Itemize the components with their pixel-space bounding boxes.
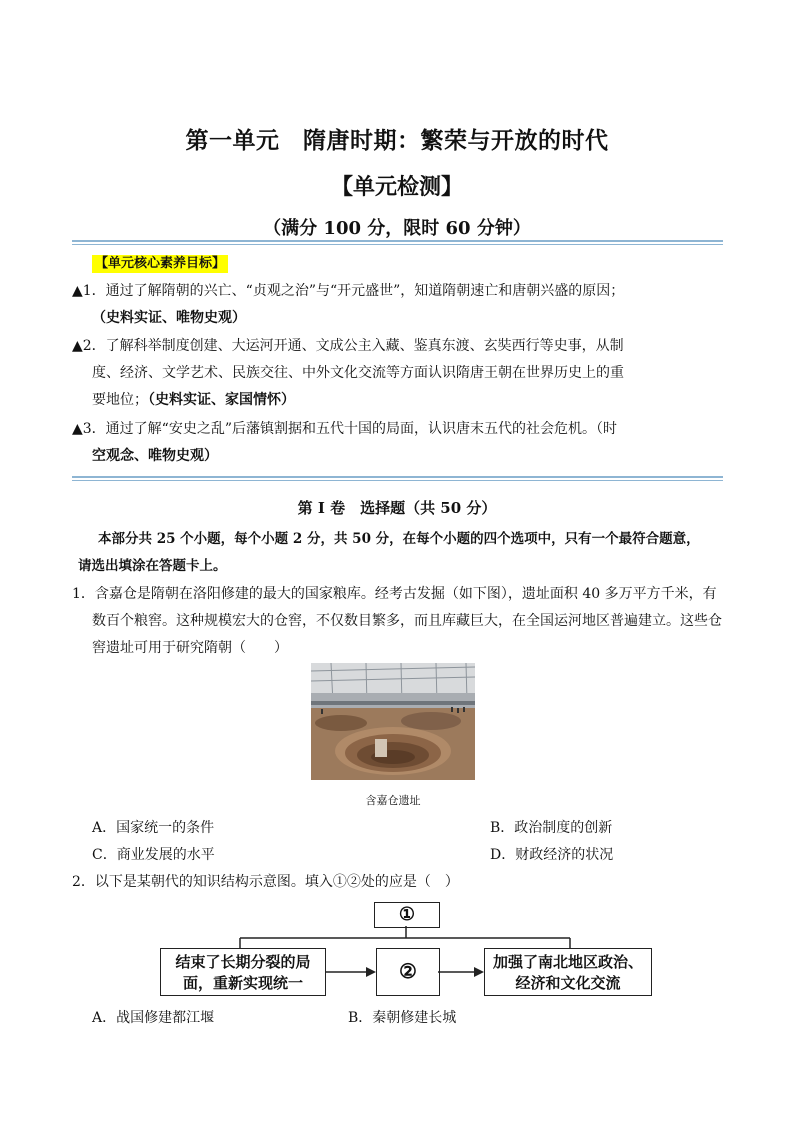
divider-top <box>72 240 723 245</box>
q1-stem-line-2: 数百个粮窖。这种规模宏大的仓窖，不仅数目繁多，而且库藏巨大，在全国运河地区普遍建立。这些仓 <box>92 613 722 629</box>
q1-option-a[interactable]: A．国家统一的条件 <box>92 820 215 836</box>
goal-3-tail: 空观念、唯物史观） <box>92 448 218 464</box>
diagram-box-left-line-2: 面，重新实现统一 <box>182 974 303 992</box>
goals-tag: 【单元核心素养目标】 <box>92 255 228 273</box>
goal-1-line-1: ▲1．通过了解隋朝的兴亡、“贞观之治”与“开元盛世”，知道隋朝速亡和唐朝兴盛的原因； <box>72 283 625 299</box>
page-title: 第一单元 隋唐时期：繁荣与开放的时代 <box>185 127 609 154</box>
goal-2-line-2: 度、经济、文学艺术、民族交往、中外文化交流等方面认识隋唐王朝在世界历史上的重 <box>92 365 624 381</box>
hanjiacang-site-photo <box>311 663 475 780</box>
q1-option-c[interactable]: C．商业发展的水平 <box>92 847 215 863</box>
q1-option-d[interactable]: D．财政经济的状况 <box>490 847 614 863</box>
section-intro-line-2: 请选出填涂在答题卡上。 <box>78 558 227 574</box>
diagram-box-right-line-2: 经济和文化交流 <box>515 974 621 992</box>
section-intro-line-1: 本部分共 25 个小题，每个小题 2 分，共 50 分，在每个小题的四个选项中，只有一个最符合题意， <box>98 531 700 547</box>
goal-1-tail: （史料实证、唯物史观） <box>92 310 246 326</box>
diagram-box-right-line-1: 加强了南北地区政治、 <box>492 953 643 971</box>
page-subtitle: 【单元检测】 <box>330 174 463 200</box>
diagram-box-1: ① <box>374 902 440 928</box>
diagram-box-left-line-1: 结束了长期分裂的局 <box>175 953 311 971</box>
q2-stem: 2．以下是某朝代的知识结构示意图。填入①②处的应是（ ） <box>72 874 459 890</box>
goal-3-line-1: ▲3．通过了解“安史之乱”后藩镇割据和五代十国的局面，认识唐末五代的社会危机。（时 <box>72 421 617 437</box>
goal-2-line-3 <box>92 390 295 410</box>
excavation-illustration <box>311 663 475 780</box>
diagram-box-left <box>160 948 326 996</box>
q2-option-a[interactable]: A．战国修建都江堰 <box>92 1010 215 1026</box>
q1-stem-line-3: 窖遗址可用于研究隋朝（ ） <box>92 640 288 656</box>
diagram-box-2: ② <box>376 948 440 996</box>
goal-2-tail-bold: （史料实证、家国情怀） <box>148 392 295 408</box>
photo-caption: 含嘉仓遗址 <box>365 794 421 807</box>
section-title: 第 I 卷 选择题（共 50 分） <box>297 499 497 517</box>
q2-option-b[interactable]: B．秦朝修建长城 <box>348 1010 457 1026</box>
diagram-box-right <box>484 948 652 996</box>
goal-2-line-1: ▲2．了解科举制度创建、大运河开通、文成公主入藏、鉴真东渡、玄奘西行等史事，从制 <box>72 338 624 354</box>
q1-option-b[interactable]: B．政治制度的创新 <box>490 820 613 836</box>
divider-bottom <box>72 476 723 481</box>
goal-2-tail-prefix: 要地位； <box>92 392 148 408</box>
score-info: （满分 100 分，限时 60 分钟） <box>263 218 531 239</box>
q1-stem-line-1: 1．含嘉仓是隋朝在洛阳修建的最大的国家粮库。经考古发掘（如下图），遗址面积 40 多万平方千米，有 <box>72 586 717 602</box>
